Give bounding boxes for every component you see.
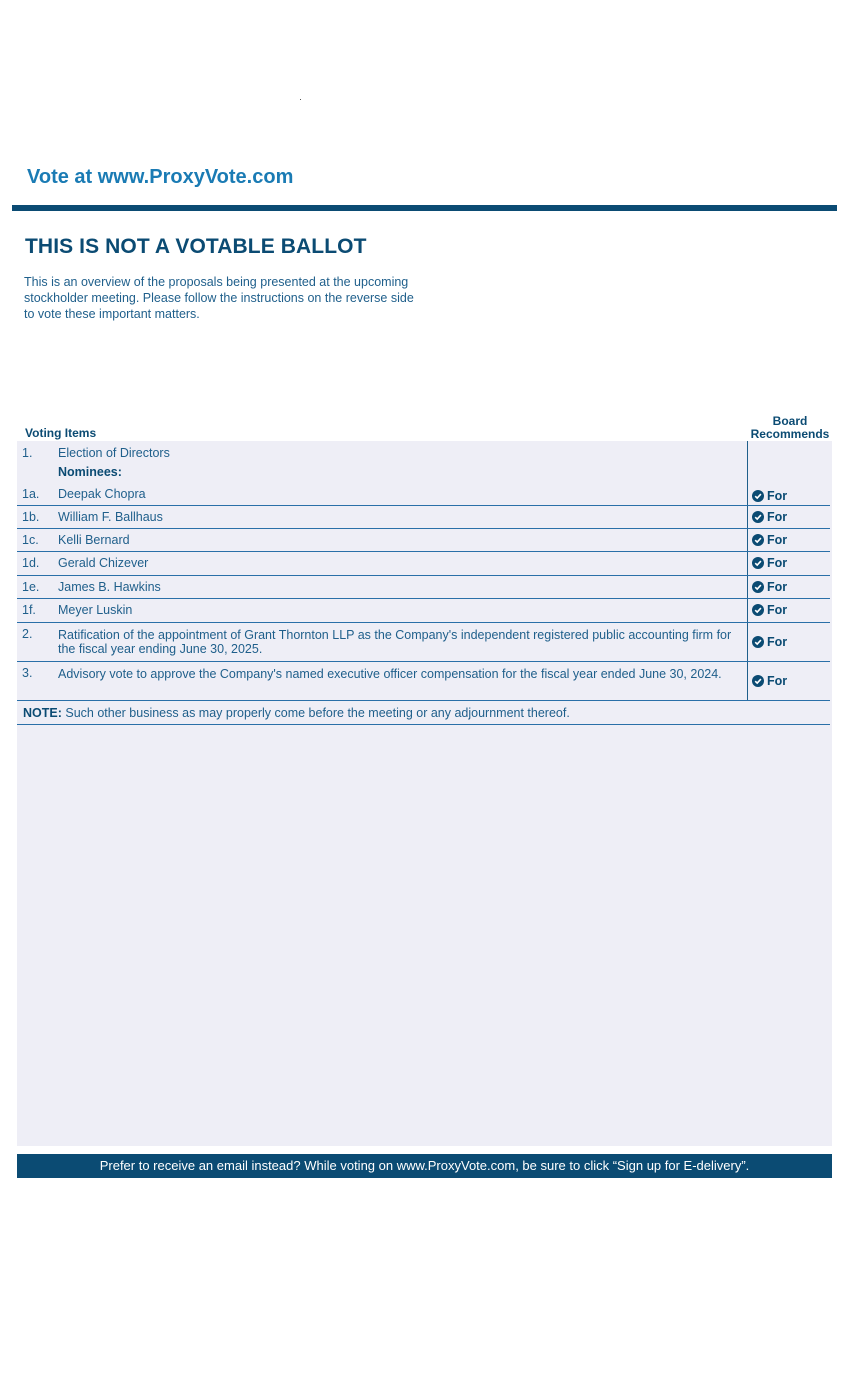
table-row <box>17 623 830 662</box>
item-number: 1. <box>22 446 33 460</box>
proposal-text: Advisory vote to approve the Company's named executive officer compensation for the fiscal year ended June 30, 2024. <box>58 667 722 681</box>
item-number: 1f. <box>22 603 36 617</box>
check-circle-icon <box>752 511 764 523</box>
proposal-text: Ratification of the appointment of Grant Thornton LLP as the Company's independent registered public accounting firm for the fiscal year ending June 30, 2025. <box>58 628 732 656</box>
recommendation-label: For <box>767 635 788 649</box>
nominees-label: Nominees: <box>58 465 122 479</box>
recommendation <box>752 580 787 594</box>
table-row <box>17 599 830 623</box>
nominee-name: Deepak Chopra <box>58 487 146 501</box>
board-recommends-line2: Recommends <box>750 427 830 441</box>
e-delivery-banner: Prefer to receive an email instead? While voting on www.ProxyVote.com, be sure to click “Sign up for E-delivery”. <box>17 1154 832 1178</box>
item-number: 3. <box>22 666 33 680</box>
note-text: Such other business as may properly come before the meeting or any adjournment thereof. <box>65 706 570 720</box>
table-row <box>17 662 830 701</box>
recommendation <box>752 674 787 688</box>
note-rule <box>17 724 830 725</box>
nominee-name: Gerald Chizever <box>58 556 149 570</box>
check-circle-icon <box>752 581 764 593</box>
header-rule <box>12 205 837 211</box>
check-circle-icon <box>752 490 764 502</box>
check-circle-icon <box>752 675 764 687</box>
nominee-name: William F. Ballhaus <box>58 510 163 524</box>
check-circle-icon <box>752 604 764 616</box>
recommendation-label: For <box>767 674 788 688</box>
recommendation <box>752 533 787 547</box>
board-recommends-line1: Board <box>772 414 808 428</box>
check-circle-icon <box>752 534 764 546</box>
recommendation-label: For <box>767 489 788 503</box>
stray-dot <box>300 99 301 100</box>
table-row <box>17 552 830 576</box>
table-row <box>17 529 830 552</box>
election-label: Election of Directors <box>58 446 170 460</box>
check-circle-icon <box>752 557 764 569</box>
item-number: 2. <box>22 627 33 641</box>
recommendation-label: For <box>767 603 788 617</box>
recommendation <box>752 556 787 570</box>
note-label: NOTE: <box>23 706 62 720</box>
voting-items-header: Voting Items <box>25 426 97 440</box>
table-row <box>17 506 830 529</box>
election-row <box>17 441 830 506</box>
recommendation <box>752 510 787 524</box>
board-recommends-header <box>748 415 832 441</box>
recommendation-label: For <box>767 533 788 547</box>
item-number: 1d. <box>22 556 40 570</box>
page-title: THIS IS NOT A VOTABLE BALLOT <box>25 235 367 258</box>
item-number: 1a. <box>22 487 40 501</box>
recommendation-label: For <box>767 556 788 570</box>
nominee-name: James B. Hawkins <box>58 580 161 594</box>
check-circle-icon <box>752 636 764 648</box>
nominee-name: Kelli Bernard <box>58 533 130 547</box>
recommendation <box>752 489 787 503</box>
item-number: 1b. <box>22 510 40 524</box>
vote-link[interactable]: Vote at www.ProxyVote.com <box>27 166 294 188</box>
recommendation <box>752 603 787 617</box>
recommendation-label: For <box>767 580 788 594</box>
table-row <box>17 576 830 599</box>
recommendation-label: For <box>767 510 788 524</box>
nominee-name: Meyer Luskin <box>58 603 133 617</box>
item-number: 1e. <box>22 580 40 594</box>
item-number: 1c. <box>22 533 39 547</box>
recommendation <box>752 635 787 649</box>
note <box>23 706 570 720</box>
intro-text: This is an overview of the proposals being presented at the upcoming stockholder meeting. Please follow the instructions on the reverse side to vote these important matters. <box>24 275 414 321</box>
